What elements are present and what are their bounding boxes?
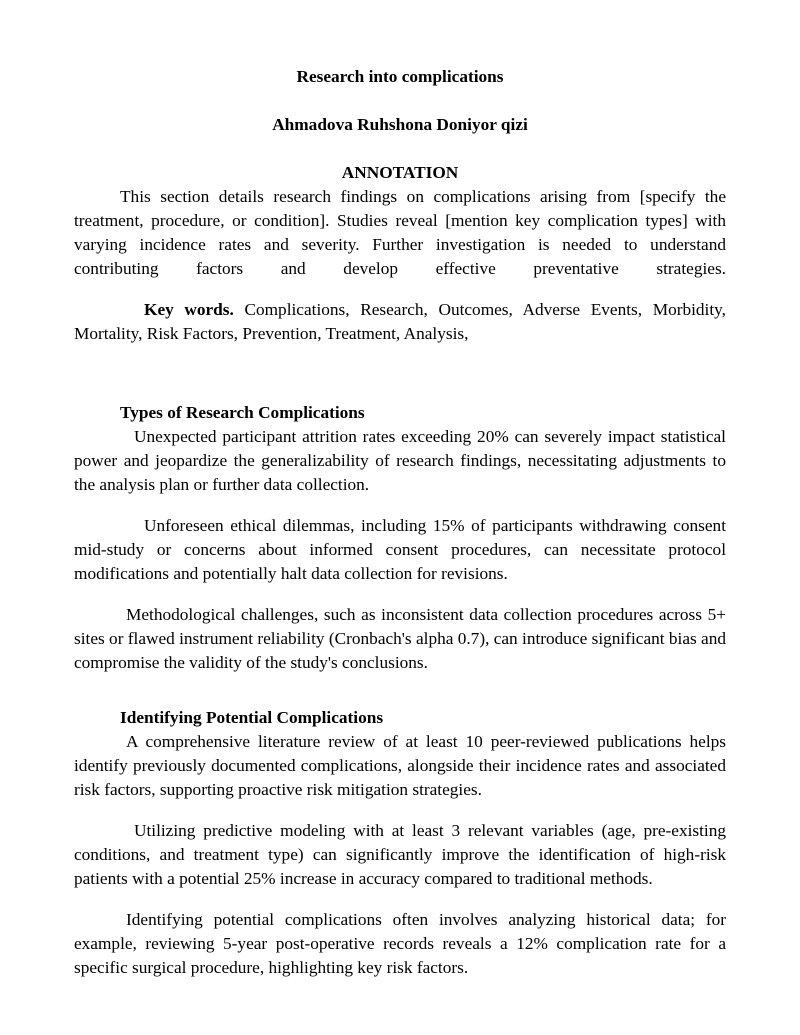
keywords-text: Complications, Research, Outcomes, Adverse Events, Morbidity, Mortality, Risk Factors, Prevention, Treatment, Analysis,: [74, 300, 726, 343]
paragraph-predictive-modeling: Utilizing predictive modeling with at least 3 relevant variables (age, pre-existing conditions, and treatment type) can significantly improve the identification of high-risk patients with a potential 25% increase in accuracy compared to traditional methods.: [74, 821, 726, 888]
author-name: Ahmadova Ruhshona Doniyor qizi: [272, 115, 528, 134]
paragraph-attrition: Unexpected participant attrition rates exceeding 20% can severely impact statistical power and jeopardize the generalizability of research findings, necessitating adjustments to the analysis plan or further data collection.: [74, 427, 726, 494]
annotation-text: This section details research findings on complications arising from [specify the treatment, procedure, or condition]. Studies reveal [mention key complication types] with varying incidence rates and severity. Further investigation is needed to understand contributing factors and develop effective preventative strategies.: [74, 187, 726, 278]
keywords-paragraph: [74, 298, 726, 346]
paragraph-literature-review: A comprehensive literature review of at least 10 peer-reviewed publications helps identify previously documented complications, alongside their incidence rates and associated risk factors, supporting proactive risk mitigation strategies.: [74, 732, 726, 799]
paragraph-methodological: Methodological challenges, such as inconsistent data collection procedures across 5+ sites or flawed instrument reliability (Cronbach's alpha 0.7), can introduce significant bias and compromise the validity of the study's conclusions.: [74, 605, 726, 672]
annotation-heading: ANNOTATION: [341, 163, 459, 182]
paragraph-historical-data: Identifying potential complications often involves analyzing historical data; for example, reviewing 5-year post-operative records reveals a 12% complication rate for a specific surgical procedure, highlighting key risk factors.: [74, 910, 726, 977]
keywords-label: Key words.: [144, 300, 234, 319]
paper-title: Research into complications: [296, 67, 504, 86]
section-heading-types: Types of Research Complications: [120, 403, 365, 422]
paragraph-ethical: Unforeseen ethical dilemmas, including 15% of participants withdrawing consent mid-study or concerns about informed consent procedures, can necessitate protocol modifications and potentially halt data collection for revisions.: [74, 516, 726, 583]
section-heading-identifying: Identifying Potential Complications: [120, 708, 384, 727]
